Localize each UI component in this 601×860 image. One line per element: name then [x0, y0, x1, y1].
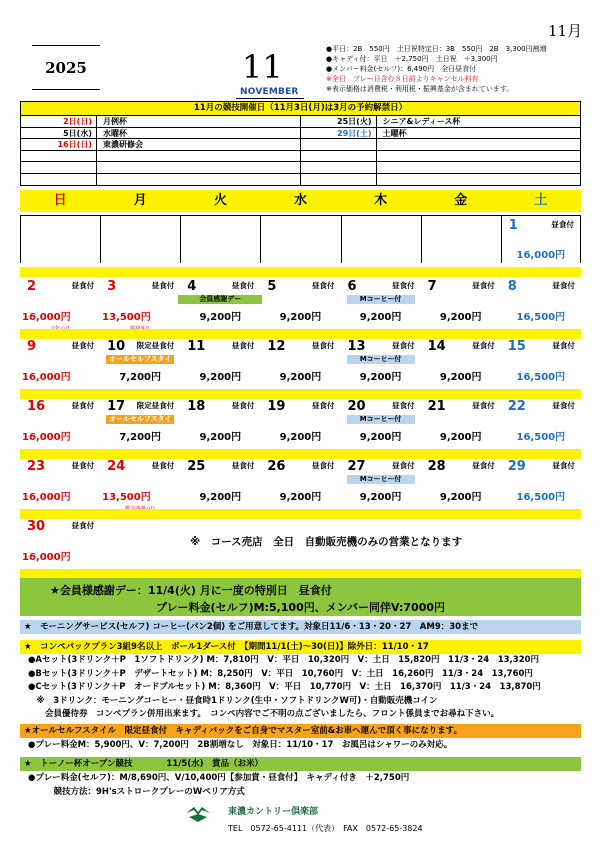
- day-number: 3: [107, 279, 117, 294]
- competition-name: シニア&レディース杯: [382, 117, 461, 126]
- competition-date: [301, 174, 377, 186]
- year-label: 2025: [32, 45, 100, 90]
- calendar-empty-cell: [180, 215, 260, 263]
- calendar-day-28: [421, 457, 501, 505]
- competition-row: [21, 116, 300, 128]
- competition-row: [301, 116, 581, 128]
- competition-date: [301, 151, 377, 162]
- meal-tag: 昼食付: [472, 461, 495, 470]
- competition-row: [21, 151, 300, 163]
- day-badge: 会員感謝デー: [178, 295, 262, 304]
- day-price: 16,500円: [516, 372, 566, 383]
- calendar-day-26: [260, 457, 340, 505]
- calendar-day-9: [20, 337, 100, 385]
- day-price: 9,200円: [439, 372, 482, 383]
- day-number: 14: [427, 339, 446, 354]
- day-badge: Mコーヒー付: [347, 475, 415, 484]
- meal-tag: 昼食付: [71, 461, 95, 470]
- month-divider: [236, 98, 304, 99]
- competition-date: 16日(日): [21, 139, 97, 150]
- day-number: 13: [347, 339, 366, 354]
- meal-tag: 限定昼食付: [136, 401, 175, 410]
- day-number: 30: [27, 519, 46, 534]
- day-number: 10: [107, 339, 126, 354]
- competition-row: [301, 151, 581, 163]
- calendar-day-10: [100, 337, 180, 385]
- competition-row: [301, 174, 581, 186]
- compe-pack-details: [20, 654, 581, 722]
- day-price: 7,200円: [119, 372, 161, 383]
- competition-row: [301, 128, 581, 140]
- competition-date: 29日(土): [301, 128, 377, 139]
- day-number: 17: [107, 399, 126, 414]
- compe-pack-section: [20, 640, 581, 722]
- meal-tag: 昼食付: [151, 281, 175, 290]
- pricing-info-line: ※表示価格は消費税・利用税・振興基金が含まれています。: [326, 85, 514, 93]
- meal-tag: 昼食付: [231, 461, 255, 470]
- competition-name: 水曜杯: [103, 128, 127, 138]
- day-number: 5: [267, 279, 277, 294]
- compe-pack-line: ●Bセット(3ドリンク＋P デザートセット) M：8,250円 V：平日 10,760円 V：土日 16,260円 11/3・24 13,760円: [28, 668, 533, 679]
- competition-date: [21, 174, 97, 186]
- day-number: 16: [27, 399, 46, 414]
- pricing-info-line: ●キャディ付：平日 ＋2,750円 土日祝 ＋3,300円: [326, 55, 498, 63]
- month-number: 11: [242, 48, 283, 86]
- compe-pack-line: ●Aセット(3ドリンク＋P 1ソフトドリンク) M：7,810円 V：平日 10,320円 V：土日 15,820円 11/3・24 13,320円: [28, 655, 540, 665]
- competition-row: [21, 174, 300, 186]
- day-price: 13,500円: [102, 312, 151, 323]
- day-price: 16,000円: [516, 250, 566, 261]
- weekday-label: 月: [133, 193, 147, 208]
- meal-tag: 昼食付: [231, 341, 255, 350]
- day-price: 16,000円: [22, 492, 71, 503]
- calendar-day-8: [501, 277, 581, 325]
- calendar-empty-cell: [260, 215, 340, 263]
- calendar-day-12: [260, 337, 340, 385]
- weekday-header: [20, 190, 581, 212]
- compe-pack-line: ※ 3ドリンク：モーニングコーヒー・昼食時1ドリンク(生中・ソフトドリンクW可)・自動販売機コイン: [28, 695, 438, 706]
- day-number: 11: [187, 339, 206, 354]
- competition-row: [21, 139, 300, 151]
- competition-date: 5日(水): [21, 128, 97, 139]
- day-price: 16,500円: [516, 432, 566, 443]
- day-price: 9,200円: [279, 492, 322, 503]
- competition-name: 東濃研修会: [103, 140, 143, 150]
- competition-schedule: [20, 101, 581, 186]
- meal-tag: 昼食付: [552, 281, 575, 290]
- day-price: 9,200円: [359, 432, 402, 443]
- competition-name: [97, 162, 300, 173]
- day-number: 1: [508, 218, 518, 233]
- calendar-day-13: [341, 337, 421, 385]
- calendar-week: [20, 215, 581, 263]
- meal-tag: 昼食付: [71, 281, 95, 290]
- calendar-day-16: [20, 397, 100, 445]
- month-english-label: NOVEMBER: [240, 87, 299, 97]
- calendar-day-2: [20, 277, 100, 325]
- day-price: 13,500円: [102, 492, 151, 503]
- day-price: 16,000円: [22, 372, 71, 383]
- tournament-method: 競技方法：9H'sストロークプレーのWペリア方式: [28, 787, 245, 797]
- meal-tag: 昼食付: [231, 281, 255, 290]
- meal-tag: 昼食付: [312, 341, 335, 350]
- meal-tag: 昼食付: [312, 401, 335, 410]
- day-price: 7,200円: [119, 432, 161, 443]
- day-price: 9,200円: [199, 312, 242, 323]
- competition-list-left: [21, 116, 301, 186]
- calendar-day-6: [341, 277, 421, 325]
- weekday-label: 火: [213, 193, 227, 208]
- self-style-section: [20, 724, 581, 752]
- day-number: 24: [107, 459, 126, 474]
- day-number: 8: [507, 279, 517, 294]
- day-price: 9,200円: [439, 312, 482, 323]
- meal-tag: 昼食付: [71, 401, 95, 410]
- meal-tag: 昼食付: [551, 220, 574, 229]
- calendar-day-14: [421, 337, 501, 385]
- day-number: 19: [267, 399, 286, 414]
- weekday-label: 金: [454, 193, 468, 208]
- day-badge: Mコーヒー付: [347, 415, 415, 424]
- calendar-day-25: [180, 457, 260, 505]
- meal-tag: 昼食付: [231, 401, 255, 410]
- competition-name: [377, 151, 581, 162]
- day-number: 20: [347, 399, 366, 414]
- meal-tag: 昼食付: [392, 341, 415, 350]
- day-price: 16,500円: [516, 492, 566, 503]
- day-price: 9,200円: [359, 492, 402, 503]
- pricing-info: [326, 44, 547, 94]
- day-number: 25: [187, 459, 206, 474]
- calendar-day-18: [180, 397, 260, 445]
- calendar-day-24: [100, 457, 180, 505]
- compe-pack-line: ●Cセット(3ドリンク＋P オードブルセット) M：8,360円 V：平日 10,770円 V：土日 16,370円 11/3・24 13,870円: [28, 682, 541, 692]
- compe-pack-line: 会員優待券 コンペプラン併用出来ます。 コンペ内容でご不明の点ございましたら、フロント係員までお尋ね下さい。: [28, 709, 500, 719]
- competition-row: [21, 128, 300, 140]
- meal-tag: 昼食付: [312, 281, 335, 290]
- competition-name: [97, 174, 300, 186]
- day-number: 6: [347, 279, 357, 294]
- calendar-empty-cell: [100, 215, 180, 263]
- day-price: 9,200円: [439, 492, 482, 503]
- day-number: 7: [427, 279, 437, 294]
- calendar-day-17: [100, 397, 180, 445]
- day-number: 4: [187, 279, 197, 294]
- day-number: 18: [187, 399, 206, 414]
- meal-tag: 昼食付: [472, 401, 495, 410]
- tournament-title: ★ トーノー杯オープン競技 11/5(水) 賞品（お米）: [20, 757, 581, 771]
- day-price: 16,000円: [22, 552, 71, 563]
- day-number: 2: [27, 279, 37, 294]
- weekday-label: 土: [534, 193, 548, 208]
- competition-date: [301, 162, 377, 173]
- competition-row: [301, 162, 581, 174]
- day-number: 9: [27, 339, 37, 354]
- day-number: 21: [427, 399, 446, 414]
- day-price: 9,200円: [279, 372, 322, 383]
- self-style-title: ★オールセルフスタイル 限定昼食付 キャディバックをご自身でマスター室前&お車へ運んで頂く事になります。: [20, 724, 581, 738]
- meal-tag: 昼食付: [392, 401, 415, 410]
- competition-date: 2日(日): [21, 116, 97, 127]
- competition-schedule-title: 11月の競技開催日（11月3日(月)は3月の予約解禁日）: [21, 102, 580, 116]
- calendar-day-5: [260, 277, 340, 325]
- calendar-day-20: [341, 397, 421, 445]
- day-price: 9,200円: [359, 372, 402, 383]
- calendar-day-11: [180, 337, 260, 385]
- calendar-week: [20, 337, 581, 385]
- calendar-week: [20, 277, 581, 325]
- day-number: 28: [427, 459, 446, 474]
- calendar-day-21: [421, 397, 501, 445]
- member-appreciation-price: プレー料金(セルフ)M:5,100円、メンバー同伴V:7000円: [155, 601, 446, 614]
- meal-tag: 昼食付: [312, 461, 335, 470]
- member-appreciation-banner: [20, 578, 581, 616]
- pricing-info-line: ●平日：2B 550円 土日祝特定日：3B 550円 2B 3,300円割増: [326, 45, 547, 53]
- competition-date: [301, 139, 377, 150]
- calendar-day-7: [421, 277, 501, 325]
- day-price: 9,200円: [199, 492, 242, 503]
- calendar-day-19: [260, 397, 340, 445]
- member-appreciation-title: ★会員様感謝デー：11/4(火) 月に一度の特別日 昼食付: [50, 584, 332, 597]
- weekday-label: 木: [374, 193, 388, 208]
- meal-tag: 昼食付: [552, 401, 575, 410]
- calendar-day-15: [501, 337, 581, 385]
- day-number: 27: [347, 459, 366, 474]
- calendar-day-3: [100, 277, 180, 325]
- competition-list-right: [301, 116, 581, 186]
- calendar-day-27: [341, 457, 421, 505]
- day-price: 9,200円: [279, 312, 322, 323]
- calendar-day-22: [501, 397, 581, 445]
- competition-name: 土曜杯: [382, 128, 407, 138]
- calendar-day-29: [501, 457, 581, 505]
- calendar-empty-cell: [421, 215, 501, 263]
- competition-date: [21, 151, 97, 162]
- shop-closing-note: ※ コース売店 全日 自動販売機のみの営業となります: [190, 536, 463, 548]
- day-badge: Mコーヒー付: [347, 355, 415, 364]
- day-price: 9,200円: [199, 432, 242, 443]
- competition-name: [97, 151, 300, 162]
- calendar-week: [20, 457, 581, 505]
- club-contact: TEL 0572-65-4111（代表） FAX 0572-65-3824: [228, 824, 423, 833]
- competition-row: [21, 162, 300, 174]
- meal-tag: 昼食付: [472, 281, 495, 290]
- meal-tag: 昼食付: [392, 461, 415, 470]
- calendar-week: [20, 397, 581, 445]
- weekday-label: 日: [53, 193, 67, 208]
- day-price: 9,200円: [439, 432, 482, 443]
- calendar-day-23: [20, 457, 100, 505]
- day-price: 16,000円: [22, 432, 71, 443]
- day-number: 15: [507, 339, 526, 354]
- meal-tag: 昼食付: [71, 521, 95, 530]
- competition-name: [377, 162, 581, 173]
- morning-service-title: ★ モーニングサービス(セルフ) コーヒー(パン2個) をご用意してます。対象日11/6・13・20・27 AM9：30まで: [20, 620, 581, 634]
- morning-service-section: [20, 620, 581, 634]
- day-price: 16,500円: [516, 312, 566, 323]
- tournament-section: [20, 757, 581, 799]
- calendar-day-1: [501, 215, 581, 263]
- club-logo-icon: [185, 803, 211, 823]
- competition-name: [377, 139, 581, 150]
- day-badge: Mコーヒー付: [347, 295, 415, 304]
- week-separator: [20, 267, 581, 277]
- day-price: 9,200円: [279, 432, 322, 443]
- day-number: 23: [27, 459, 46, 474]
- competition-name: 月例杯: [103, 117, 127, 126]
- meal-tag: 限定昼食付: [136, 341, 175, 350]
- meal-tag: 昼食付: [472, 341, 495, 350]
- day-number: 22: [507, 399, 526, 414]
- club-name: 東濃カントリー倶楽部: [228, 807, 319, 817]
- competition-date: [21, 162, 97, 173]
- day-number: 12: [267, 339, 286, 354]
- competition-name: [377, 174, 581, 186]
- meal-tag: 昼食付: [392, 281, 415, 290]
- competition-date: 25日(火): [301, 116, 377, 127]
- meal-tag: 昼食付: [552, 341, 575, 350]
- pricing-info-line: ●メンバー料金(セルフ)：6,490円 全日昼食付: [326, 65, 477, 73]
- weekday-label: 水: [293, 193, 307, 208]
- day-number: 26: [267, 459, 286, 474]
- self-style-detail: ●プレー料金M：5,900円、V：7,200円 2B割増なし 対象日：11/10・17 お風呂はシャワーのみ対応。: [28, 740, 453, 750]
- day-badge: オールセルフスタイル: [106, 355, 174, 364]
- tournament-detail: ●プレー料金(セルフ)：M/8,690円、V/10,400円【参加賞・昼食付】 キャディ付き ＋2,750円: [28, 773, 410, 783]
- competition-row: [301, 139, 581, 151]
- compe-pack-title: ★ コンペパックプラン3組9名以上 ボール1ダース付 【期間11/1(土)～30(日)】除外日：11/10・17: [20, 640, 581, 654]
- day-price: 9,200円: [359, 312, 402, 323]
- pricing-info-line: ※全日 プレー日含む８日前よりキャンセル料有: [326, 75, 479, 83]
- month-corner-label: 11月: [548, 22, 583, 40]
- meal-tag: 昼食付: [151, 461, 175, 470]
- calendar-empty-cell: [341, 215, 421, 263]
- calendar-day-30: [20, 517, 100, 565]
- meal-tag: 昼食付: [552, 461, 575, 470]
- calendar-empty-cell: [20, 215, 100, 263]
- day-price: 9,200円: [199, 372, 242, 383]
- meal-tag: 昼食付: [71, 341, 95, 350]
- calendar-day-4: [180, 277, 260, 325]
- day-price: 16,000円: [22, 312, 71, 323]
- day-number: 29: [507, 459, 526, 474]
- day-badge: オールセルフスタイル: [106, 415, 174, 424]
